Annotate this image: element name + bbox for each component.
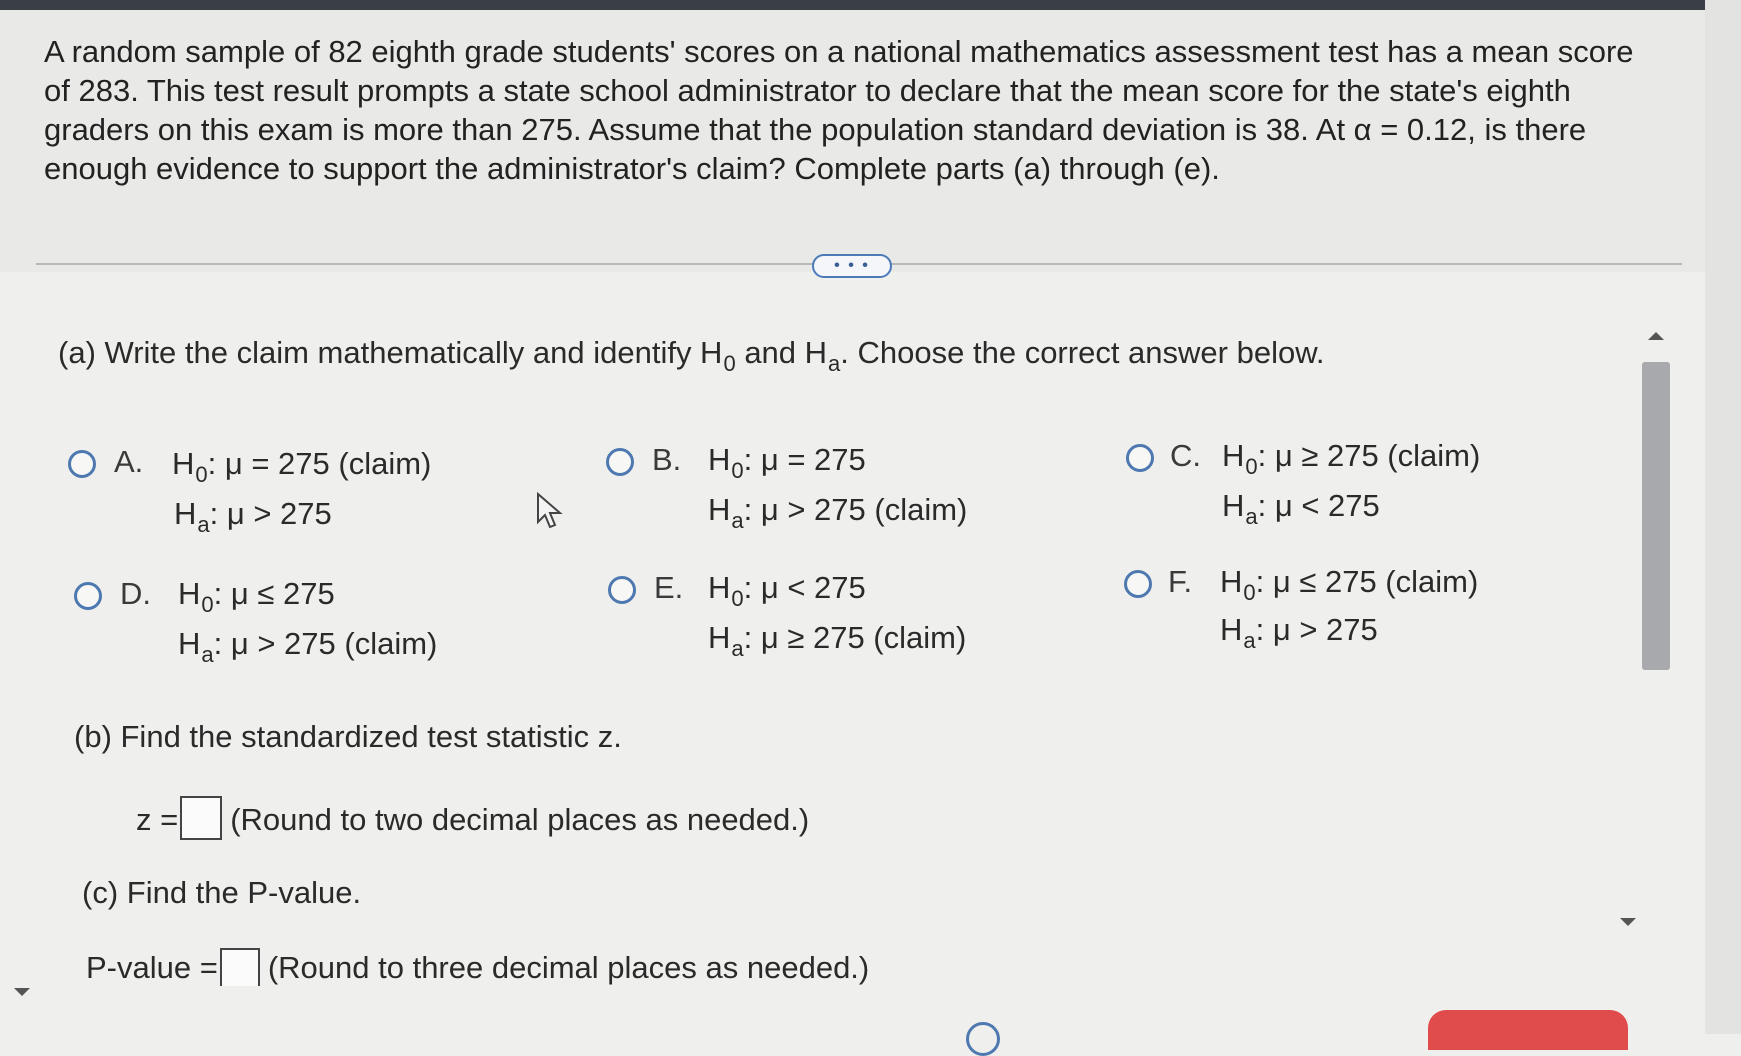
option-c-ha: $H_a$: μ < 275 [1222, 488, 1380, 529]
option-d-letter: D. [120, 576, 151, 611]
part-c-title: (c) Find the P-value. [82, 875, 362, 910]
p-value-hint: (Round to three decimal places as needed.) [267, 950, 870, 985]
radio-option-e[interactable] [608, 576, 636, 604]
z-input[interactable] [180, 796, 222, 840]
z-label: z = [136, 802, 179, 837]
option-b-h0: $H_0$: μ = 275 [708, 442, 866, 483]
z-hint: (Round to two decimal places as needed.) [230, 802, 810, 837]
part-a-sub0: 0 [723, 351, 736, 376]
part-a-prefix: (a) Write the claim mathematically and identify H [58, 335, 723, 370]
submit-button[interactable] [1428, 1010, 1628, 1050]
more-button[interactable]: • • • [812, 254, 892, 278]
radio-option-a[interactable] [68, 450, 96, 478]
scroll-up-icon[interactable] [1648, 332, 1664, 340]
top-bar [0, 0, 1741, 10]
option-c-h0: $H_0$: μ ≥ 275 (claim) [1222, 438, 1481, 479]
option-d-h0: $H_0$: μ ≤ 275 [178, 576, 335, 617]
radio-option-b[interactable] [606, 448, 634, 476]
radio-option-c[interactable] [1126, 444, 1154, 472]
option-a-h0: $H_0$: μ = 275 (claim) [172, 446, 432, 487]
option-b-letter: B. [652, 442, 682, 477]
partial-circle-icon [966, 1022, 1000, 1056]
radio-option-d[interactable] [74, 582, 102, 610]
part-b-answer-row [136, 796, 809, 840]
part-a-suba: a [828, 351, 841, 376]
option-c-letter: C. [1170, 438, 1201, 473]
scroll-down-icon[interactable] [1620, 918, 1636, 926]
part-a-prompt [58, 334, 1325, 383]
left-scroll-down-icon[interactable] [14, 988, 30, 996]
option-f-ha: $H_a$: μ > 275 [1220, 612, 1378, 653]
option-a-ha: $H_a$: μ > 275 [174, 496, 332, 537]
p-value-input[interactable] [220, 948, 260, 986]
option-d-ha: $H_a$: μ > 275 (claim) [178, 626, 438, 667]
radio-option-f[interactable] [1124, 570, 1152, 598]
option-e-h0: $H_0$: μ < 275 [708, 570, 866, 611]
option-e-ha: $H_a$: μ ≥ 275 (claim) [708, 620, 967, 661]
question-text: A random sample of 82 eighth grade students' scores on a national mathematics assessment test has a mean score of 283. This test result prompts a state school administrator to declare that the mean score for the state's eighth graders on this exam is more than 275. Assume that the population standard deviation is 38. At α = 0.12, is there enough evidence to support the administrator's claim? Complete parts (a) through (e). [44, 34, 1634, 186]
option-a-letter: A. [114, 444, 144, 479]
part-b-title: (b) Find the standardized test statistic z. [74, 719, 622, 754]
mouse-cursor-icon [535, 492, 565, 532]
option-b-ha: $H_a$: μ > 275 (claim) [708, 492, 968, 533]
question-panel [0, 10, 1741, 272]
right-edge-panel [1705, 0, 1741, 1034]
option-e-letter: E. [654, 570, 684, 605]
p-value-label: P-value = [86, 950, 218, 985]
part-a-and: and H [735, 335, 828, 370]
option-f-letter: F. [1168, 564, 1193, 599]
scrollbar-thumb[interactable] [1642, 362, 1670, 670]
option-f-h0: $H_0$: μ ≤ 275 (claim) [1220, 564, 1479, 605]
part-c-answer-row [86, 948, 869, 987]
part-a-suffix: . Choose the correct answer below. [840, 335, 1325, 370]
